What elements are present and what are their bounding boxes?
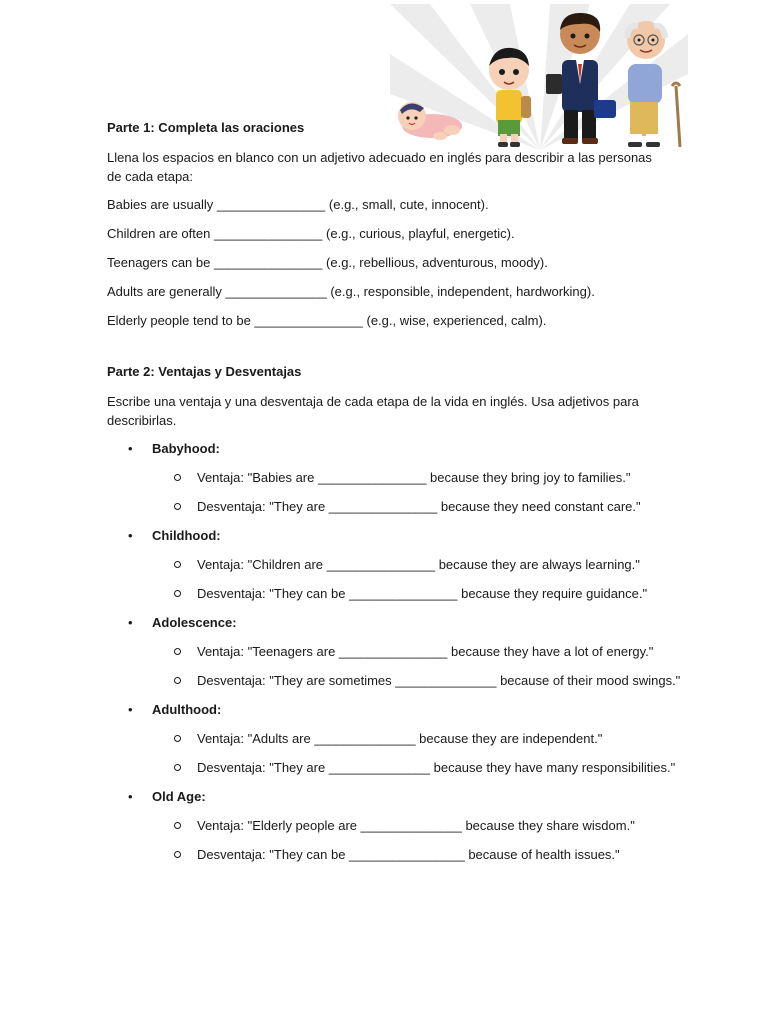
desventaja-babyhood [107,497,667,517]
ventaja-babyhood [107,468,667,488]
circle-bullet-icon [174,764,181,771]
desventaja-text: Desventaja: "They are ______________ because they have many responsibilities." [197,760,676,775]
circle-bullet-icon [174,590,181,597]
circle-bullet-icon [174,851,181,858]
sentence-children: Children are often _______________ (e.g., curious, playful, energetic). [107,226,515,241]
ventaja-text: Ventaja: "Elderly people are ______________ because they share wisdom." [197,818,635,833]
bullet-icon: • [128,702,133,717]
desventaja-text: Desventaja: "They are sometimes ______________ because of their mood swings." [197,673,681,688]
circle-bullet-icon [174,648,181,655]
desventaja-old-age [107,845,667,865]
ventaja-text: Ventaja: "Children are _______________ because they are always learning." [197,557,640,572]
stage-childhood [107,526,667,546]
parte1-instructions: Llena los espacios en blanco con un adjetivo adecuado en inglés para describir a las personas de cada etapa: [107,150,652,184]
bullet-icon: • [128,441,133,456]
desventaja-adolescence [107,671,681,691]
circle-bullet-icon [174,735,181,742]
stage-label: Old Age: [152,789,206,804]
ventaja-old-age [107,816,667,836]
circle-bullet-icon [174,503,181,510]
ventaja-text: Ventaja: "Babies are _______________ because they bring joy to families." [197,470,631,485]
circle-bullet-icon [174,474,181,481]
circle-bullet-icon [174,561,181,568]
stage-old-age [107,787,667,807]
stage-babyhood [107,439,667,459]
desventaja-text: Desventaja: "They are _______________ because they need constant care." [197,499,641,514]
stage-label: Childhood: [152,528,221,543]
parte1-title: Parte 1: Completa las oraciones [107,120,305,135]
desventaja-text: Desventaja: "They can be _______________ because they require guidance." [197,586,648,601]
parte2-title: Parte 2: Ventajas y Desventajas [107,364,302,379]
bullet-icon: • [128,615,133,630]
stage-adolescence [107,613,667,633]
sentence-elderly: Elderly people tend to be _______________ (e.g., wise, experienced, calm). [107,313,547,328]
stage-label: Babyhood: [152,441,220,456]
sentence-babies: Babies are usually _______________ (e.g., small, cute, innocent). [107,197,489,212]
worksheet-content [107,118,681,874]
circle-bullet-icon [174,677,181,684]
sentence-teenagers: Teenagers can be _______________ (e.g., rebellious, adventurous, moody). [107,255,548,270]
stage-label: Adulthood: [152,702,222,717]
bullet-icon: • [128,789,133,804]
ventaja-adolescence [107,642,667,662]
ventaja-text: Ventaja: "Teenagers are _______________ because they have a lot of energy." [197,644,654,659]
parte2-instructions: Escribe una ventaja y una desventaja de cada etapa de la vida en inglés. Usa adjetivos para describirlas. [107,394,639,428]
section-spacer [107,340,667,362]
ventaja-childhood [107,555,667,575]
desventaja-adulthood [107,758,676,778]
desventaja-text: Desventaja: "They can be ________________ because of health issues." [197,847,620,862]
sentence-adults: Adults are generally ______________ (e.g., responsible, independent, hardworking). [107,284,595,299]
ventaja-adulthood [107,729,667,749]
ventaja-text: Ventaja: "Adults are ______________ because they are independent." [197,731,603,746]
bullet-icon: • [128,528,133,543]
stage-adulthood [107,700,667,720]
circle-bullet-icon [174,822,181,829]
desventaja-childhood [107,584,667,604]
stage-label: Adolescence: [152,615,237,630]
